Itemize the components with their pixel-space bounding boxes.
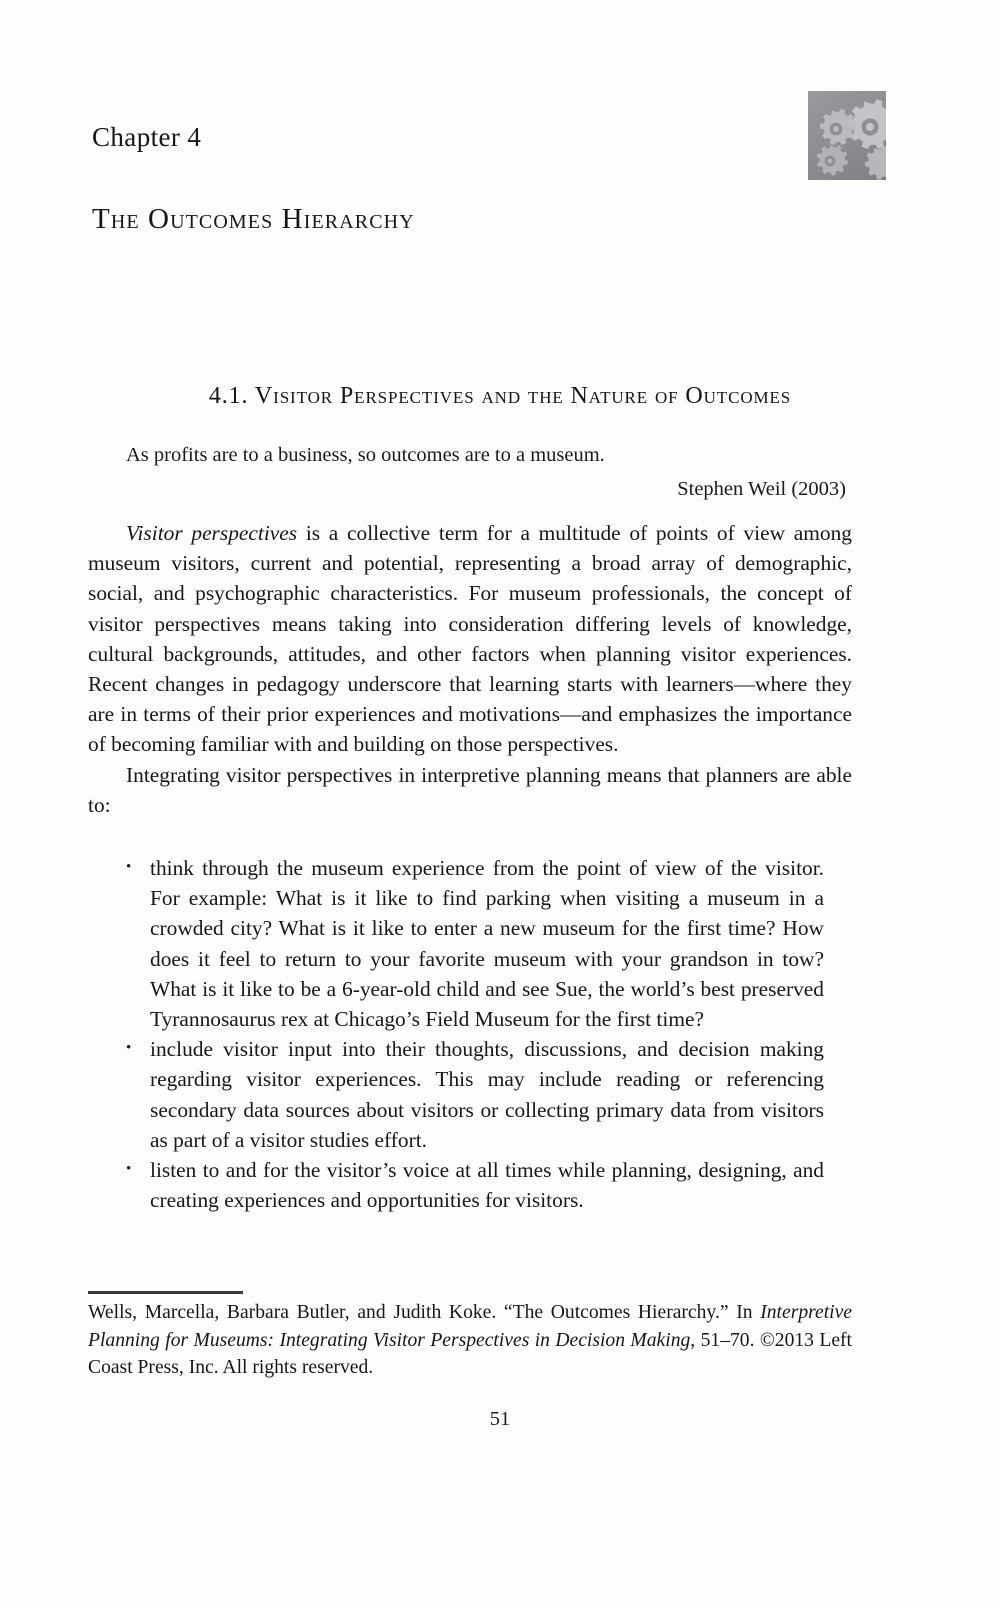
paragraph-1-lead-term: Visitor perspectives xyxy=(126,521,298,545)
paragraph-1-body: is a collective term for a multitude of points of view among museum visitors, current and potential, representing a broad array of demographic, social, and psychographic characteristics. For museum professionals, the concept of visitor perspectives means taking into consideration differing levels of knowledge, cultural backgrounds, attitudes, and other factors when planning visitor experiences. Recent changes in pedagogy underscore that learning starts with learners—where they are in terms of their prior experiences and motivations—and emphasizes the importance of becoming familiar with and building on those perspectives. xyxy=(88,521,852,757)
body-text xyxy=(88,518,852,820)
citation-publication-info: , 51–70. ©2013 Left Coast Press, Inc. All rights reserved. xyxy=(88,1329,852,1378)
citation-footnote xyxy=(88,1299,852,1382)
footnote-divider xyxy=(88,1291,243,1294)
citation-authors-and-title: Wells, Marcella, Barbara Butler, and Judith Koke. “The Outcomes Hierarchy.” In xyxy=(88,1302,761,1323)
paragraph-2: Integrating visitor perspectives in interpretive planning means that planners are able to: xyxy=(88,762,852,817)
bullet-list xyxy=(124,853,824,1215)
citation-book-title: Interpretive Planning for Museums: Integrating Visitor Perspectives in Decision Making xyxy=(88,1302,852,1351)
gears-icon xyxy=(808,91,886,180)
chapter-label: Chapter 4 xyxy=(92,122,202,152)
paragraph-1 xyxy=(88,518,852,760)
page-title: The Outcomes Hierarchy xyxy=(92,203,415,235)
section-heading: 4.1. Visitor Perspectives and the Nature of Outcomes xyxy=(208,383,792,409)
epigraph-attribution: Stephen Weil (2003) xyxy=(677,478,846,500)
list-item: • think through the museum experience from the point of view of the visitor. For example: What is it like to find parking when visiting a museum in a crowded city? What is it like to enter a new museum for the first time? How does it feel to return to your favorite museum with your grandson in tow? What is it like to be a 6-year-old child and see Sue, the world’s best preserved Tyrannosaurus rex at Chicago’s Field Museum for the first time? xyxy=(124,853,824,1034)
page-number: 51 xyxy=(489,1408,511,1430)
list-item: • include visitor input into their thoughts, discussions, and decision making regarding visitor experiences. This may include reading or referencing secondary data sources about visitors or collecting primary data from visitors as part of a visitor studies effort. xyxy=(124,1034,824,1155)
list-item: • listen to and for the visitor’s voice at all times while planning, designing, and creating experiences and opportunities for visitors. xyxy=(124,1155,824,1215)
epigraph-quote: As profits are to a business, so outcomes are to a museum. xyxy=(126,444,605,466)
